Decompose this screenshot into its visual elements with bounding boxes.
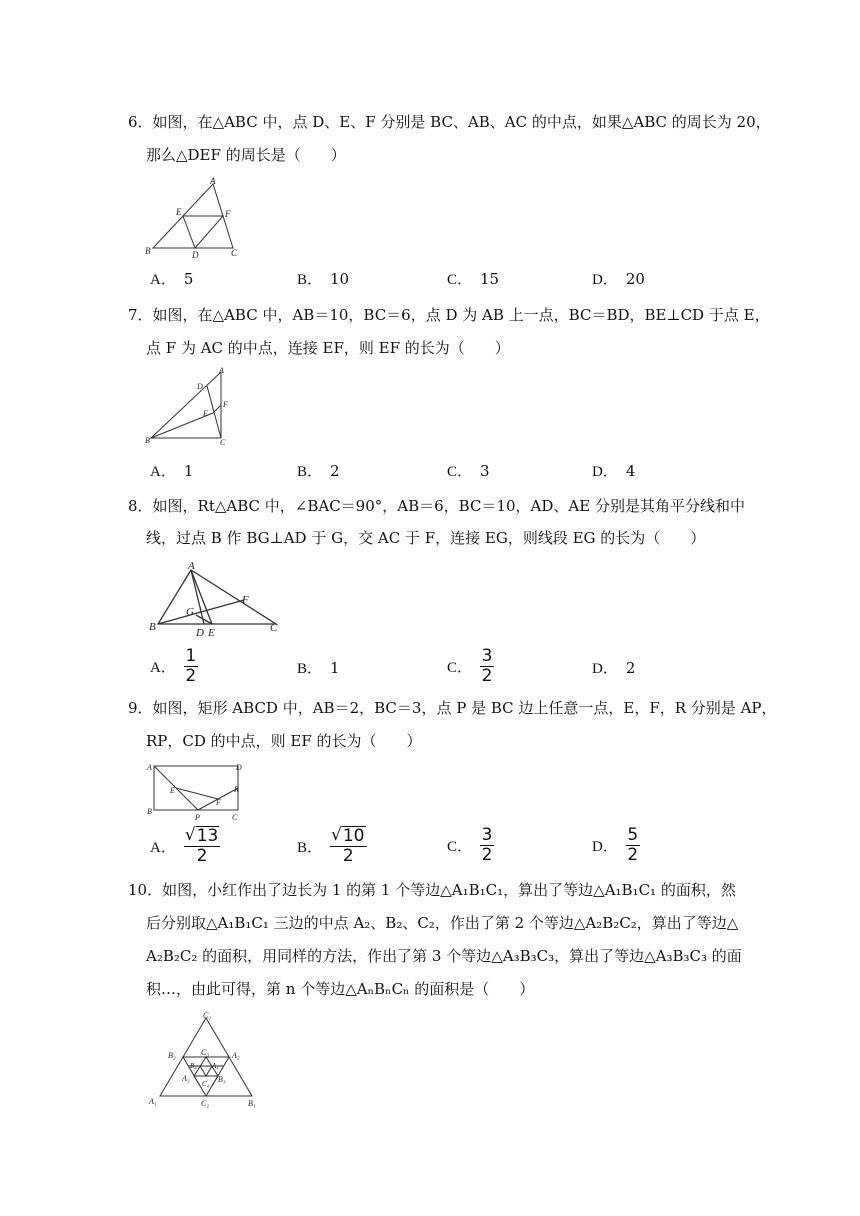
- q6-label-E: E: [176, 207, 182, 217]
- q10-label-C2: C₂: [201, 1099, 210, 1108]
- q10-label-B4: B₄: [190, 1062, 197, 1070]
- q8-option-a-fraction: $\frac{1}{2}$: [185, 646, 197, 686]
- q9-option-d[interactable]: D． $\frac{5}{2}$: [592, 825, 639, 865]
- q9-label-E: E: [170, 786, 175, 795]
- q6-stem-line1: 6．如图，在△ABC 中，点 D、E、F 分别是 BC、AB、AC 的中点，如果△ABC 的周长为 20，: [128, 113, 771, 131]
- q8-figure: [146, 560, 286, 640]
- q6-label-F: F: [225, 209, 231, 219]
- q10-label-B3: B₃: [218, 1075, 226, 1084]
- q9-option-d-fraction: $\frac{5}{2}$: [627, 825, 639, 865]
- q9-label-F: F: [216, 798, 221, 807]
- q9-option-a-fraction: √ 13 2: [184, 825, 219, 866]
- q9-figure: [146, 760, 250, 822]
- q7-stem-line1: 7．如图，在△ABC 中，AB＝10，BC＝6，点 D 为 AB 上一点，BC＝BD，BE⊥CD 于点 E，: [128, 306, 770, 324]
- q7-stem-line2: 点 F 为 AC 的中点，连接 EF，则 EF 的长为（ ）: [146, 339, 510, 357]
- q6-stem-line2: 那么△DEF 的周长是（ ）: [146, 146, 346, 164]
- q10-stem-line1: 10．如图，小红作出了边长为 1 的第 1 个等边△A₁B₁C₁，算出了等边△A₁B₁C₁ 的面积，然: [128, 881, 736, 899]
- q8-label-E: E: [208, 627, 215, 639]
- q9-options: [150, 826, 750, 866]
- q7-figure: [143, 366, 243, 448]
- q7-label-B: B: [145, 436, 150, 445]
- q8-stem-line1: 8．如图，Rt△ABC 中，∠BAC＝90°，AB＝6，BC＝10，AD、AE 分别是其角平分线和中: [128, 497, 745, 515]
- q6-label-B: B: [145, 246, 151, 256]
- q8-option-d[interactable]: D． 2: [592, 658, 636, 677]
- q7-label-A: A: [219, 366, 224, 375]
- q9-option-b-fraction: √ 10 2: [331, 825, 365, 866]
- q8-option-b[interactable]: B． 1: [297, 658, 340, 677]
- q7-options: [150, 460, 750, 500]
- q9-stem-line1: 9．如图，矩形 ABCD 中，AB＝2，BC＝3，点 P 是 BC 边上任意一点，E，F，R 分别是 AP，: [128, 699, 777, 717]
- q7-label-F: F: [223, 400, 228, 409]
- q6-figure: [143, 176, 243, 258]
- q10-stem-line4: 积…，由此可得，第 n 个等边△AₙBₙCₙ 的面积是（ ）: [146, 980, 535, 998]
- q8-label-D: D: [196, 627, 204, 639]
- q6-option-c[interactable]: C． 15: [447, 269, 500, 288]
- q9-option-c[interactable]: C． $\frac{3}{2}$: [447, 825, 493, 865]
- q9-stem-line2: RP，CD 的中点，则 EF 的长为（ ）: [146, 732, 422, 750]
- q6-label-C: C: [231, 248, 238, 258]
- q6-option-b[interactable]: B． 10: [297, 269, 350, 288]
- q9-label-R: R: [234, 785, 239, 794]
- q7-label-C: C: [220, 438, 226, 447]
- q8-option-c-fraction: $\frac{3}{2}$: [481, 646, 493, 686]
- q6-label-D: D: [192, 250, 199, 258]
- q6-option-d[interactable]: D． 20: [592, 269, 645, 288]
- q8-stem-line2: 线，过点 B 作 BG⊥AD 于 G，交 AC 于 F，连接 EG，则线段 EG 的长为（ ）: [146, 529, 706, 547]
- q9-label-B: B: [147, 807, 152, 816]
- q7-option-b[interactable]: B． 2: [297, 461, 340, 480]
- q10-label-C1: C₁: [203, 1011, 212, 1020]
- q8-label-G: G: [186, 606, 194, 618]
- q10-label-B2: B₂: [168, 1051, 176, 1060]
- q10-label-A2: A₂: [232, 1051, 240, 1060]
- q10-label-B1: B₁: [248, 1099, 256, 1108]
- q9-option-b[interactable]: B． √ 10 2: [297, 825, 365, 866]
- q8-options: [150, 647, 750, 687]
- q8-option-c[interactable]: C． $\frac{3}{2}$: [447, 646, 493, 686]
- q10-label-A3: A₃: [182, 1074, 190, 1083]
- q7-label-D: D: [197, 382, 203, 391]
- q8-label-F: F: [242, 594, 249, 606]
- q10-label-A1: A₁: [149, 1097, 157, 1106]
- q10-label-C4: C₄: [202, 1080, 210, 1088]
- q9-label-P: P: [195, 813, 200, 822]
- q10-figure: [146, 1008, 266, 1112]
- q9-label-D: D: [236, 763, 242, 772]
- q6-option-a[interactable]: A． 5: [150, 269, 194, 288]
- q10-label-C3: C₃: [201, 1048, 210, 1057]
- q7-option-c[interactable]: C． 3: [447, 461, 490, 480]
- q6-label-A: A: [210, 176, 216, 186]
- q10-label-A4: A₄: [212, 1062, 219, 1070]
- q8-label-A: A: [188, 560, 195, 572]
- q9-option-a[interactable]: A． √ 13 2: [150, 825, 219, 866]
- q6-options: [150, 268, 750, 308]
- q8-label-B: B: [149, 621, 156, 633]
- q8-option-a[interactable]: A． $\frac{1}{2}$: [150, 646, 197, 686]
- q9-label-A: A: [147, 763, 152, 772]
- q9-label-C: C: [232, 813, 238, 822]
- q8-label-C: C: [270, 622, 278, 634]
- q7-option-d[interactable]: D． 4: [592, 461, 636, 480]
- q10-stem-line2: 后分别取△A₁B₁C₁ 三边的中点 A₂、B₂、C₂，作出了第 2 个等边△A₂B₂C₂，算出了等边△: [146, 914, 739, 932]
- q7-label-E: E: [203, 409, 208, 418]
- q10-stem-line3: A₂B₂C₂ 的面积，用同样的方法，作出了第 3 个等边△A₃B₃C₃，算出了等边△A₃B₃C₃ 的面: [146, 947, 742, 965]
- q9-option-c-fraction: $\frac{3}{2}$: [481, 825, 493, 865]
- q7-option-a[interactable]: A． 1: [150, 461, 194, 480]
